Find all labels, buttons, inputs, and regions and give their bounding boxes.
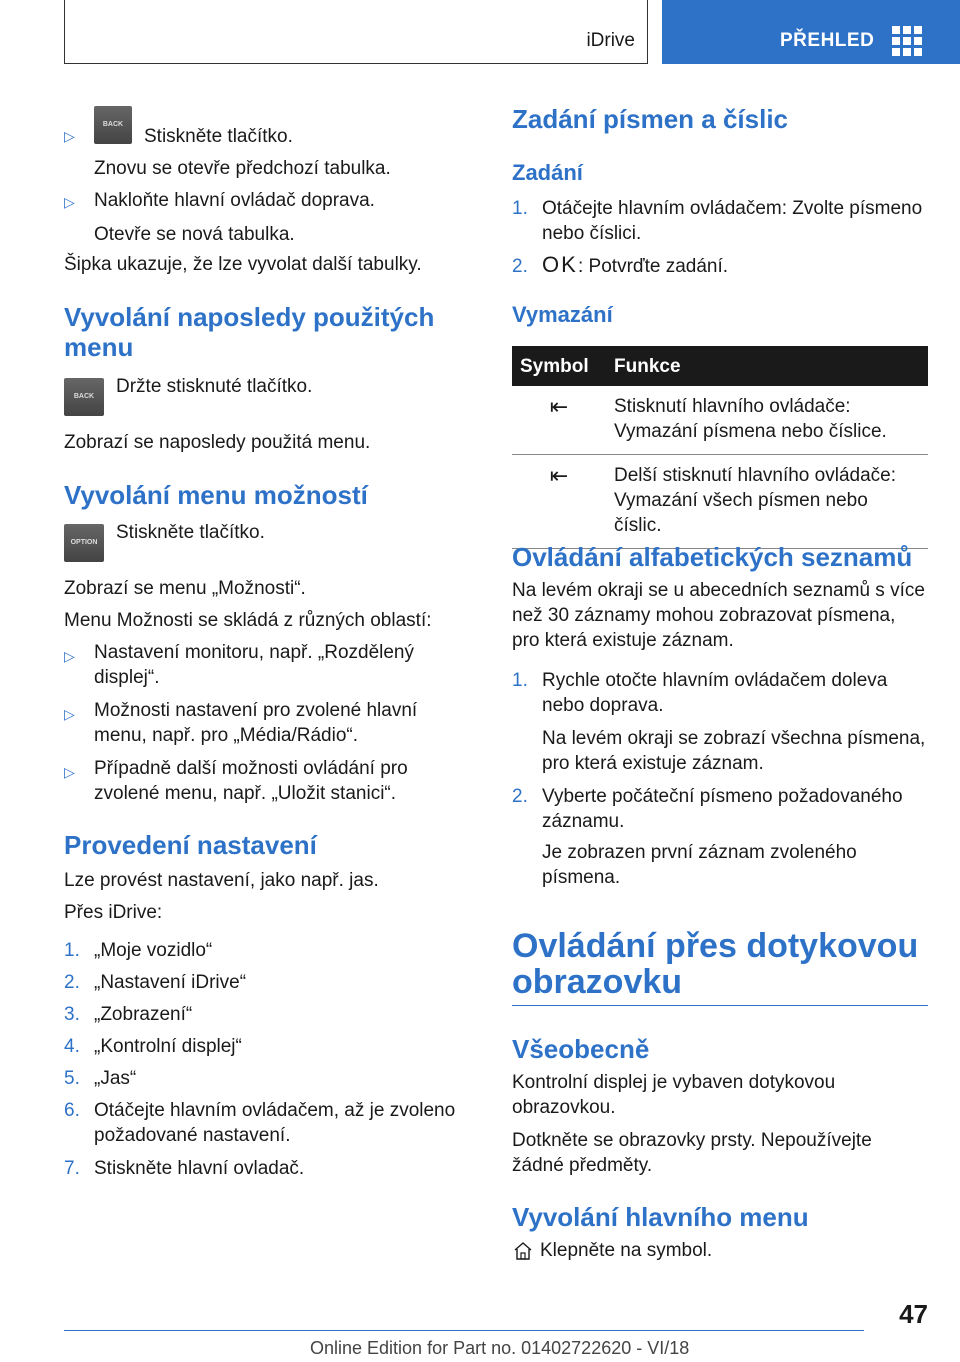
- footer-edition-text: Online Edition for Part no. 01402722620 - VI/18: [310, 1338, 690, 1358]
- step-text: „Moje vozidlo“: [94, 940, 213, 961]
- overview-tab[interactable]: [662, 0, 960, 64]
- bullet-triangle: ▷: [64, 648, 75, 664]
- subsection-heading: Vymazání: [512, 302, 613, 327]
- delete-arrow-icon: ⇤: [512, 386, 606, 455]
- section-heading: Vyvolání hlavního menu: [512, 1202, 809, 1232]
- paragraph: Šipka ukazuje, že lze vyvolat další tabulky.: [64, 254, 422, 275]
- step-number: 6.: [64, 1100, 80, 1121]
- step-text: Otáčejte hlavním ovládačem, až je zvoleno požadované nastavení.: [94, 1100, 456, 1146]
- table-header-function: Funkce: [606, 346, 928, 386]
- footer-rule: [64, 1330, 864, 1331]
- paragraph: Menu Možnosti se skládá z různých oblastí:: [64, 610, 432, 631]
- section-heading: Vyvolání naposledy použitých menu: [64, 302, 435, 362]
- step-text: Rychle otočte hlavním ovládačem doleva nebo doprava.: [542, 670, 888, 716]
- step-text: „Jas“: [94, 1068, 137, 1089]
- table-row: [512, 455, 928, 549]
- overview-tab-label: PŘEHLED: [780, 30, 875, 51]
- paragraph: Kontrolní displej je vybaven dotykovou obrazovkou.: [512, 1072, 836, 1118]
- step-number: 7.: [64, 1158, 80, 1179]
- step-number: 3.: [64, 1004, 80, 1025]
- bullet-triangle: ▷: [64, 194, 75, 210]
- paragraph: Přes iDrive:: [64, 902, 163, 923]
- symbol-table: [512, 346, 928, 549]
- step-number: 1.: [512, 670, 528, 691]
- table-header-symbol: Symbol: [512, 346, 606, 386]
- step-result: Je zobrazen první záznam zvoleného písmena.: [542, 842, 857, 888]
- back-button-icon: BACK: [94, 106, 132, 144]
- paragraph: Na levém okraji se u abecedních seznamů s více než 30 záznamy mohou zobrazovat písmena, pro která existuje záznam.: [512, 580, 925, 651]
- header-section-label: iDrive: [586, 30, 635, 51]
- list-item: Nastavení monitoru, např. „Rozdělený displej“.: [94, 642, 414, 688]
- step-number: 4.: [64, 1036, 80, 1057]
- grid-icon: [892, 26, 922, 56]
- bullet-triangle: ▷: [64, 706, 75, 722]
- back-button-icon: BACK: [64, 378, 104, 416]
- table-row: [512, 386, 928, 455]
- step-number: 2.: [512, 256, 528, 277]
- instruction-text: Nakloňte hlavní ovládač doprava.: [94, 190, 375, 211]
- step-text: „Nastavení iDrive“: [94, 972, 247, 993]
- list-item: Případně další možnosti ovládání pro zvolené menu, např. „Uložit stanici“.: [94, 758, 408, 804]
- section-heading: Všeobecně: [512, 1034, 650, 1064]
- section-heading: Zadání písmen a číslic: [512, 104, 788, 134]
- page-number: 47: [899, 1299, 928, 1329]
- step-result: Na levém okraji se zobrazí všechna písmena, pro která existuje záznam.: [542, 728, 926, 774]
- list-item: Možnosti nastavení pro zvolené hlavní menu, např. pro „Média/Rádio“.: [94, 700, 418, 746]
- instruction-text: Držte stisknuté tlačítko.: [116, 376, 313, 397]
- header-section-box: [64, 0, 648, 64]
- heading-rule: [512, 1005, 928, 1006]
- instruction-text: Stiskněte tlačítko.: [144, 126, 293, 147]
- step-number: 5.: [64, 1068, 80, 1089]
- ok-icon: OK: [542, 252, 578, 277]
- step-number: 2.: [64, 972, 80, 993]
- paragraph: Lze provést nastavení, jako např. jas.: [64, 870, 379, 891]
- step-text: „Kontrolní displej“: [94, 1036, 242, 1057]
- instruction-text: Stiskněte tlačítko.: [116, 522, 265, 543]
- step-text: Otáčejte hlavním ovládačem: Zvolte písmeno nebo číslici.: [542, 198, 923, 244]
- bullet-triangle: ▷: [64, 128, 75, 144]
- step-text: Vyberte počáteční písmeno požadovaného záznamu.: [542, 786, 903, 832]
- table-cell: Stisknutí hlavního ovládače: Vymazání písmena nebo číslice.: [606, 386, 928, 455]
- instruction-text: Klepněte na symbol.: [540, 1240, 713, 1261]
- result-text: Otevře se nová tabulka.: [94, 224, 295, 245]
- bullet-triangle: ▷: [64, 764, 75, 780]
- paragraph: Zobrazí se menu „Možnosti“.: [64, 578, 306, 599]
- section-heading: Vyvolání menu možností: [64, 480, 368, 510]
- step-text: : Potvrďte zadání.: [578, 256, 729, 277]
- step-text: Stiskněte hlavní ovladač.: [94, 1158, 305, 1179]
- step-number: 1.: [64, 940, 80, 961]
- step-number: 1.: [512, 198, 528, 219]
- subsection-heading: Zadání: [512, 160, 583, 185]
- table-cell: Delší stisknutí hlavního ovládače: Vymazání všech písmen nebo číslic.: [606, 455, 928, 549]
- step-number: 2.: [512, 786, 528, 807]
- delete-arrow-icon: ⇤: [512, 455, 606, 549]
- option-button-icon: OPTION: [64, 524, 104, 562]
- paragraph: Zobrazí se naposledy použitá menu.: [64, 432, 371, 453]
- chapter-heading: Ovládání přes dotykovou obrazovku: [512, 927, 919, 1001]
- section-heading: Provedení nastavení: [64, 830, 317, 860]
- section-heading: Ovládání alfabetických seznamů: [512, 542, 913, 572]
- step-text: „Zobrazení“: [94, 1004, 193, 1025]
- result-text: Znovu se otevře předchozí tabulka.: [94, 158, 391, 179]
- home-icon: [512, 1240, 534, 1262]
- paragraph: Dotkněte se obrazovky prsty. Nepoužívejte žádné předměty.: [512, 1130, 872, 1176]
